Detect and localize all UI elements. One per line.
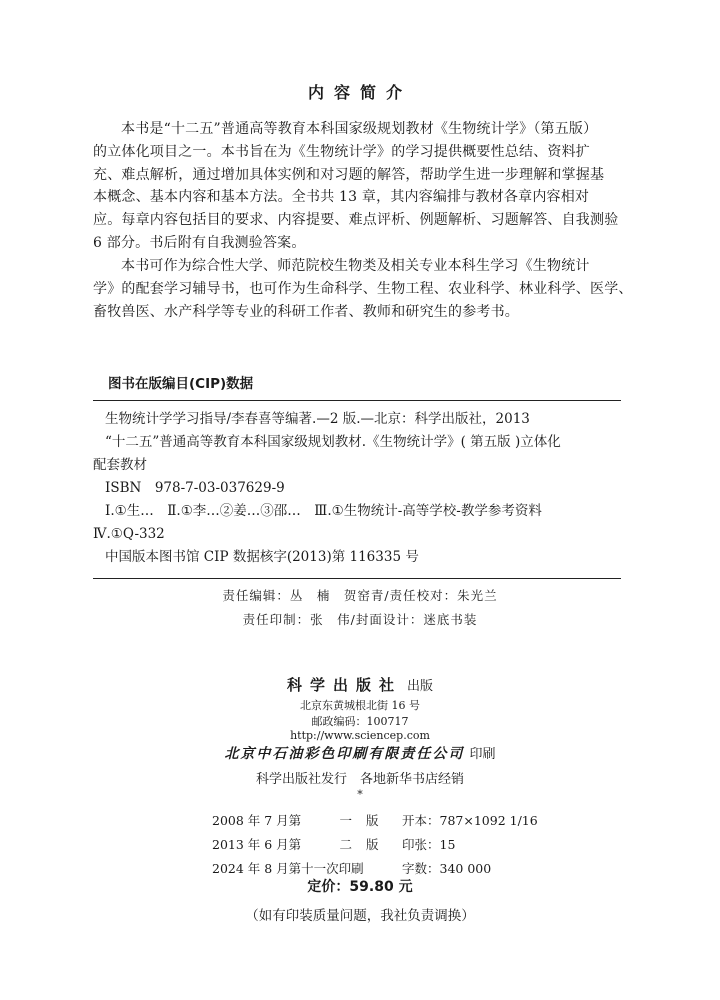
text-line: 本书是“十二五”普通高等教育本科国家级规划教材《生物统计学》（第五版） — [121, 121, 598, 137]
cip-line: 生物统计学学习指导/李春喜等编著.—2 版.—北京：科学出版社，2013 — [105, 411, 530, 427]
text-line: 充、难点解析，通过增加具体实例和对习题的解答，帮助学生进一步理解和掌握基 — [93, 166, 605, 183]
edition-table — [212, 808, 538, 880]
edition-row — [212, 808, 538, 832]
printer-suffix: 印刷 — [469, 747, 496, 762]
summary-title: 内容简介 — [307, 83, 412, 102]
summary-paragraph-1 — [93, 118, 625, 255]
edition-ordinal: 一版 — [339, 813, 393, 828]
text-line: 应。每章内容包括目的要求、内容提要、难点评析、例题解析、习题解答、自我测验 — [93, 212, 619, 229]
text-line: 本书可作为综合性大学、师范院校生物类及相关专业本科生学习《生物统计 — [121, 258, 590, 274]
edition-info: 开本：787×1092 1/16 — [402, 813, 538, 828]
publisher-url: http://www.sciencep.com — [290, 729, 430, 742]
quality-notice: （如有印装质量问题，我社负责调换） — [245, 908, 475, 924]
cip-line: Ⅰ.①生… Ⅱ.①李…②姜…③邵… Ⅲ.①生物统计-高等学校-教学参考资料 — [105, 503, 542, 519]
text-line: 畜牧兽医、水产科学等专业的科研工作者、教师和研究生的参考书。 — [93, 303, 519, 320]
edition-info: 印张：15 — [402, 837, 456, 852]
edition-date: 2008 年 7 月第 — [212, 813, 302, 828]
edition-info: 字数：340 000 — [402, 861, 492, 876]
cip-line: ISBN 978-7-03-037629-9 — [105, 480, 285, 496]
summary-paragraph-2 — [93, 255, 633, 323]
cip-line: Ⅳ.①Q-332 — [93, 526, 165, 542]
cip-block — [93, 408, 623, 569]
cip-heading: 图书在版编目(CIP)数据 — [108, 376, 254, 392]
printer-line — [0, 743, 720, 763]
text-line: 的立体化项目之一。本书旨在为《生物统计学》的学习提供概要性总结、资料扩 — [93, 143, 590, 160]
publisher-address: 北京东黄城根北街 16 号 — [300, 699, 420, 712]
edition-date: 2013 年 6 月第 — [212, 837, 302, 852]
distribution-line: 科学出版社发行 各地新华书店经销 — [255, 772, 464, 787]
separator-star: * — [357, 788, 363, 801]
price: 定价：59.80 元 — [307, 879, 413, 895]
credits-line-1: 责任编辑：丛 楠 贺窑青/责任校对：朱光兰 — [222, 588, 498, 603]
cip-line: “十二五”普通高等教育本科国家级规划教材.《生物统计学》( 第五版 )立体化 — [105, 434, 561, 450]
text-line: 本概念、基本内容和基本方法。全书共 13 章，其内容编排与教材各章内容相对 — [93, 189, 590, 206]
publisher-line — [0, 674, 720, 695]
credits-line-2: 责任印制：张 伟/封面设计：迷底书装 — [242, 612, 478, 627]
cip-top-rule — [93, 400, 621, 401]
text-line: 学》的配套学习辅导书，也可作为生命科学、生物工程、农业科学、林业科学、医学、 — [93, 280, 633, 297]
publisher-name: 科学出版社 — [286, 676, 402, 694]
publisher-suffix: 出版 — [407, 679, 434, 694]
edition-ordinal: 二版 — [339, 837, 393, 852]
cip-bottom-rule — [93, 578, 621, 579]
text-line: 6 部分。书后附有自我测验答案。 — [93, 234, 306, 251]
edition-date: 2024 年 8 月第十一次印刷 — [212, 861, 364, 876]
cip-line: 中国版本图书馆 CIP 数据核字(2013)第 116335 号 — [105, 549, 419, 565]
edition-row — [212, 832, 538, 856]
cip-line: 配套教材 — [93, 457, 147, 473]
printer-name: 北京中石油彩色印刷有限责任公司 — [224, 746, 465, 762]
publisher-postcode: 邮政编码：100717 — [311, 715, 409, 728]
